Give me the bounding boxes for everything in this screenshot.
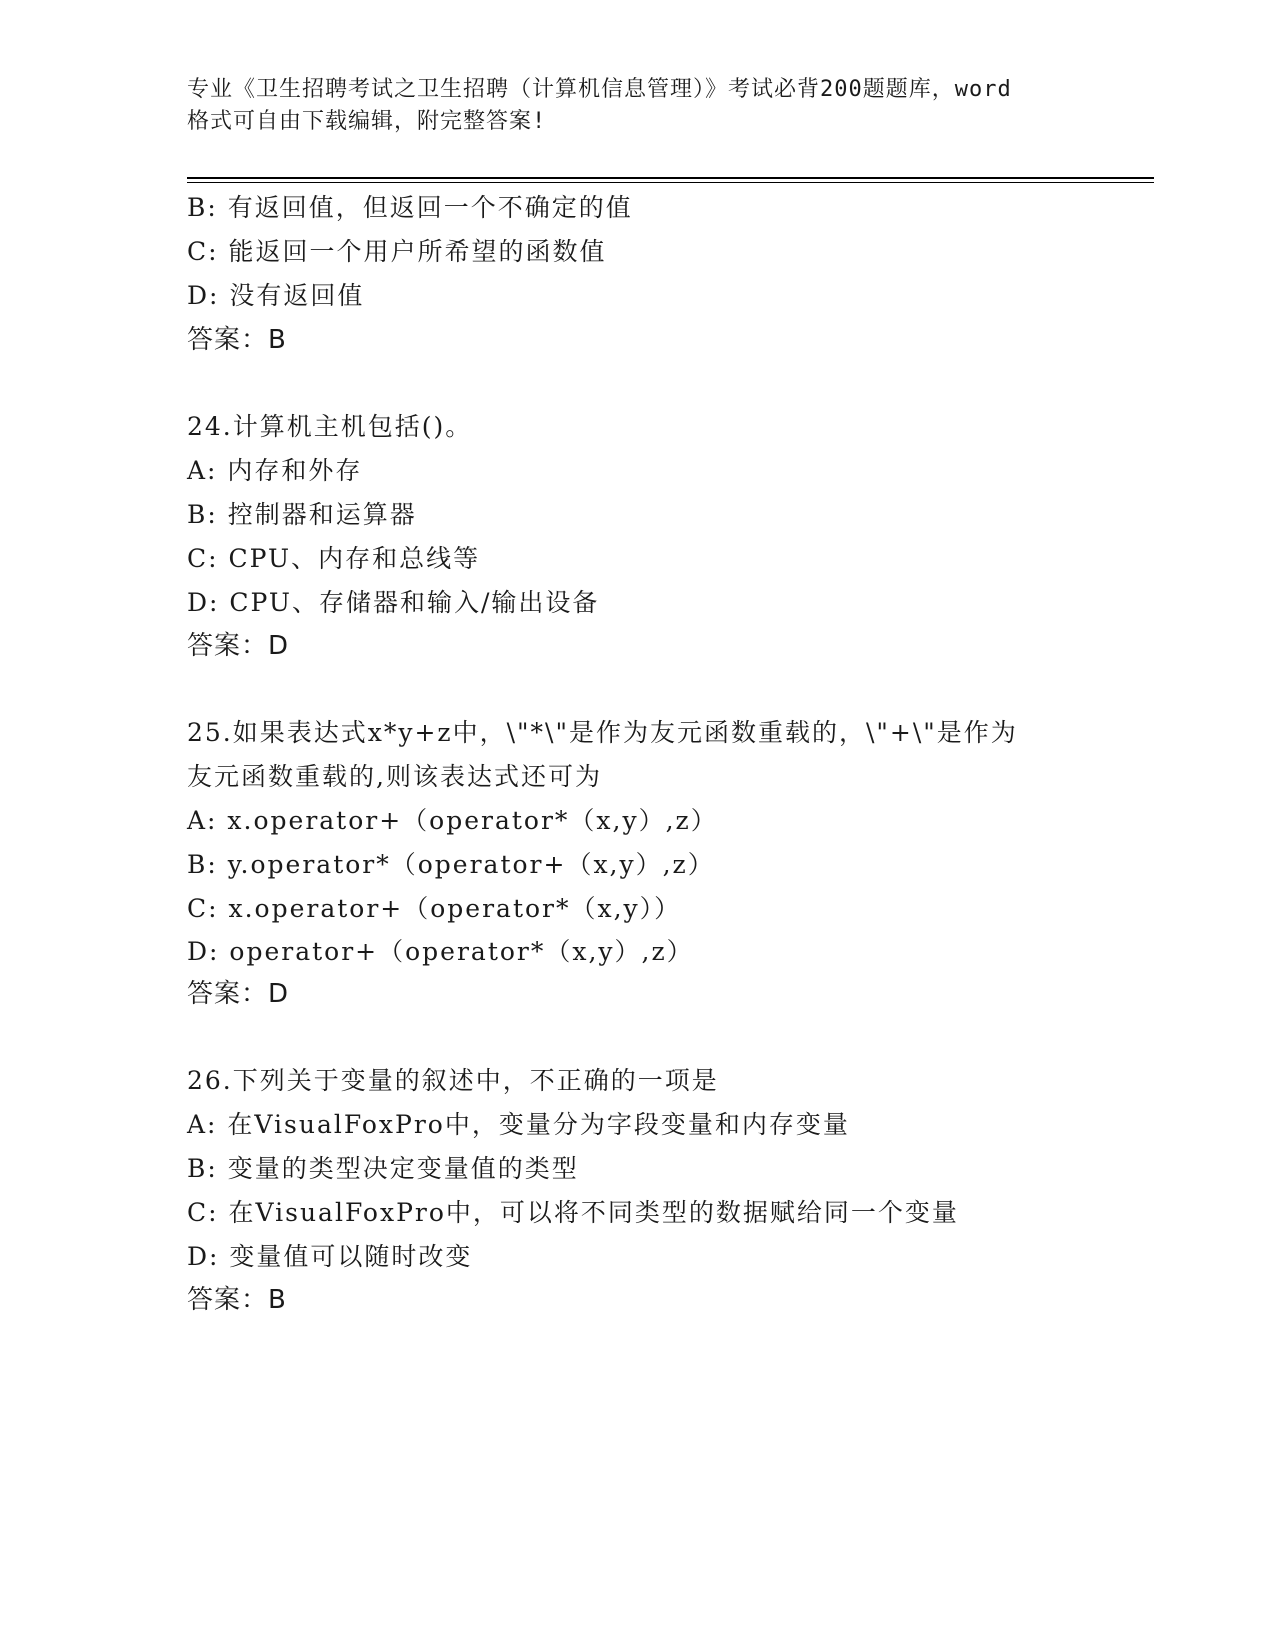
header-divider-thin bbox=[187, 182, 1154, 183]
q25-stem-line-2: 友元函数重载的,则该表达式还可为 bbox=[187, 762, 602, 791]
q26-answer: 答案：B bbox=[187, 1285, 287, 1315]
q25-option-c: C: x.operator+（operator*（x,y）） bbox=[187, 894, 682, 923]
q24-option-b: B: 控制器和运算器 bbox=[187, 500, 417, 529]
q24-answer: 答案：D bbox=[187, 631, 290, 661]
q24-option-d: D: CPU、存储器和输入/输出设备 bbox=[187, 588, 600, 617]
q26-stem: 26.下列关于变量的叙述中，不正确的一项是 bbox=[187, 1066, 719, 1095]
page-header bbox=[187, 74, 1087, 138]
q25-stem-line-1: 25.如果表达式x*y+z中，\"*\"是作为友元函数重载的，\"+\"是作为 bbox=[187, 718, 1018, 747]
q24-option-c: C: CPU、内存和总线等 bbox=[187, 544, 481, 573]
q25-option-d: D: operator+（operator*（x,y）,z） bbox=[187, 937, 694, 966]
header-divider-thick bbox=[187, 177, 1154, 179]
header-title-line-1: 专业《卫生招聘考试之卫生招聘（计算机信息管理）》考试必背200题题库，word bbox=[187, 77, 1012, 102]
q26-option-b: B: 变量的类型决定变量值的类型 bbox=[187, 1154, 579, 1183]
q26-option-d: D: 变量值可以随时改变 bbox=[187, 1242, 473, 1271]
q26-option-a: A: 在VisualFoxPro中，变量分为字段变量和内存变量 bbox=[187, 1110, 850, 1139]
header-title-line-2: 格式可自由下载编辑，附完整答案! bbox=[187, 109, 547, 134]
q25-option-b: B: y.operator*（operator+（x,y）,z） bbox=[187, 850, 715, 879]
q23-answer: 答案：B bbox=[187, 325, 287, 355]
q24-option-a: A: 内存和外存 bbox=[187, 456, 363, 485]
q23-option-d: D: 没有返回值 bbox=[187, 281, 365, 310]
q26-option-c: C: 在VisualFoxPro中，可以将不同类型的数据赋给同一个变量 bbox=[187, 1198, 959, 1227]
q23-option-c: C: 能返回一个用户所希望的函数值 bbox=[187, 237, 607, 266]
q25-answer: 答案：D bbox=[187, 979, 290, 1009]
q25-option-a: A: x.operator+（operator*（x,y）,z） bbox=[187, 806, 718, 835]
q23-option-b: B: 有返回值，但返回一个不确定的值 bbox=[187, 193, 633, 222]
q24-stem: 24.计算机主机包括()。 bbox=[187, 412, 473, 441]
